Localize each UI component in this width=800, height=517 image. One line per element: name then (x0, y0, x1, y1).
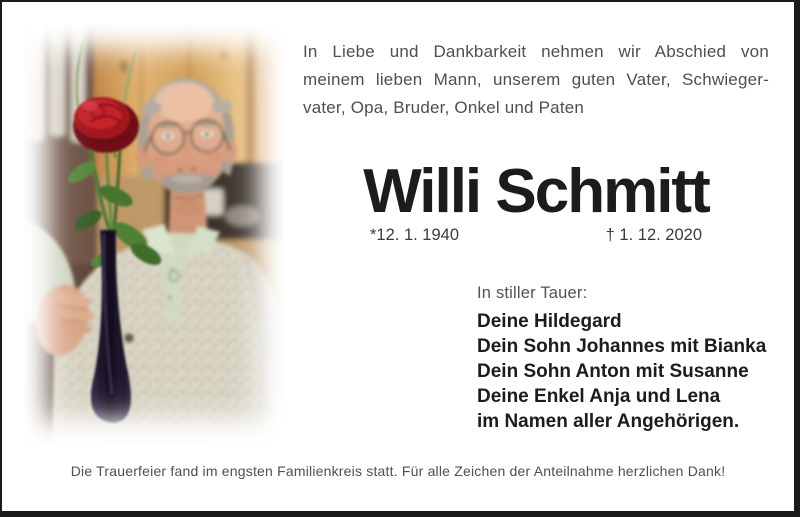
mourner-line: Dein Sohn Johannes mit Bianka (477, 336, 767, 357)
name-block (303, 157, 769, 245)
intro-line: meinem lieben Mann, unserem guten Vater, Schwieger- (303, 70, 769, 89)
life-dates (370, 226, 702, 245)
intro-line: In Liebe und Dankbarkeit nehmen wir Abschied von (303, 42, 769, 61)
mourner-line: im Namen aller Angehörigen. (477, 411, 740, 432)
mourning-label: In stiller Tauer: (477, 284, 588, 302)
birth-date: *12. 1. 1940 (370, 226, 459, 244)
death-date: † 1. 12. 2020 (605, 226, 702, 244)
mourner-line: Deine Hildegard (477, 311, 622, 332)
mourner-line: Dein Sohn Anton mit Susanne (477, 361, 749, 382)
memorial-photo-illustration (24, 24, 284, 444)
mourner-line: Deine Enkel Anja und Lena (477, 386, 721, 407)
mourners-list (477, 309, 766, 434)
memorial-photo (24, 24, 284, 444)
intro-line: vater, Opa, Bruder, Onkel und Paten (303, 98, 585, 117)
deceased-name: Willi Schmitt (363, 157, 709, 226)
closing-note: Die Trauerfeier fand im engsten Familienkreis statt. Für alle Zeichen der Anteilnahme herzlichen Dank! (70, 463, 726, 479)
intro-paragraph (303, 38, 769, 122)
